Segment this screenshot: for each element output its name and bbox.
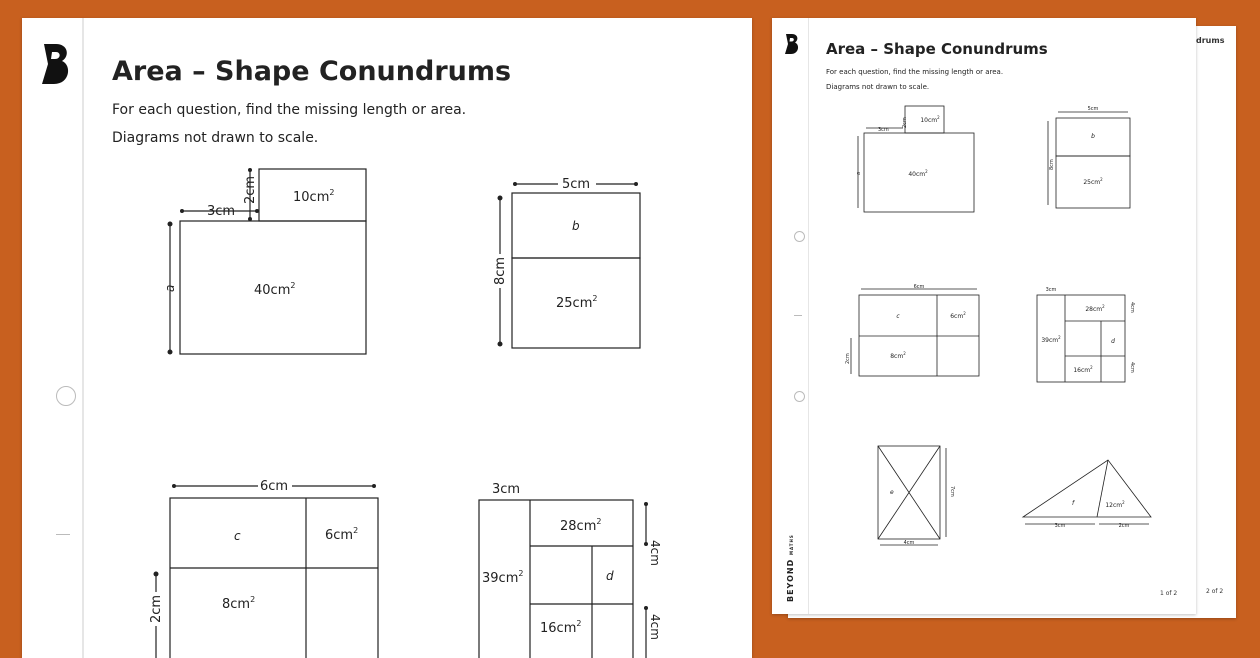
q4-left-area-small: 39cm [1041, 337, 1059, 344]
q2-top-area-small: b [1091, 133, 1095, 140]
q3-width-label: 6cm [260, 479, 289, 494]
svg-text:6cm2: $6cm^2$ [325, 526, 359, 543]
svg-text:12cm2: $12cm^2$ [1105, 500, 1125, 509]
svg-text:40cm2: $40cm^2$ [254, 281, 296, 298]
q3-right-top-area-small: 6cm [950, 313, 964, 320]
q3-left-bottom-area-small: 8cm [890, 353, 904, 360]
q3-right-top-area: 6cm [325, 528, 354, 543]
q2-height-label-small: 8cm [1049, 159, 1055, 170]
svg-text:40cm2: $40cm^2$ [908, 169, 928, 178]
q1-width-label: 3cm [207, 204, 236, 219]
q1-height-label-small: 2cm [902, 117, 908, 128]
q4-cell-label-small: d [1111, 338, 1115, 345]
q1-side-label-small: a [856, 171, 862, 175]
q4-right-top-label-small: 4cm [1129, 302, 1135, 313]
svg-text:6cm2: $6cm^2$ [950, 311, 966, 320]
q6-bottom-left-small: 3cm [1054, 523, 1066, 529]
q3-height-label-small: 2cm [845, 353, 851, 364]
page-1-diagrams [772, 18, 1196, 614]
svg-text:39cm2: $39cm^2$ [1041, 335, 1061, 344]
svg-text:28cm2: $28cm^2$ [1085, 304, 1105, 313]
q2-width-label-small: 5cm [1087, 106, 1099, 112]
page-2-number: 2 of 2 [1206, 588, 1224, 595]
q5-bottom-label-small: 4cm [903, 540, 915, 546]
q2-bottom-area-small: 25cm [1083, 179, 1101, 186]
worksheet-page-zoomed [22, 18, 752, 658]
q4-left-area: 39cm [482, 571, 519, 586]
brand-logo [786, 534, 795, 602]
q2-top-area: b [572, 219, 580, 233]
page-title: Area – Shape Conundrums [112, 56, 512, 87]
q4-top-area: 28cm [560, 519, 597, 534]
q6-right-area-small: 12cm [1105, 502, 1123, 509]
svg-text:39cm2: $39cm^2$ [482, 569, 524, 586]
q3-cell-label: c [234, 529, 241, 543]
q1-side-label: a [163, 284, 177, 292]
q3-height-label: 2cm [149, 594, 164, 623]
q1-main-area-small: 40cm [908, 171, 926, 178]
page-1-number: 1 of 2 [1160, 590, 1178, 597]
svg-text:16cm2: $16cm^2$ [1073, 365, 1093, 374]
brand-name: BEYOND [786, 558, 795, 602]
q1-width-label-small: 3cm [878, 127, 889, 133]
svg-text:25cm2: $25cm^2$ [556, 294, 598, 311]
q1-height-label: 2cm [243, 175, 258, 204]
q1-main-area: 40cm [254, 283, 291, 298]
q6-left-label-small: f [1072, 500, 1075, 507]
svg-text:10cm2: $10cm^2$ [920, 115, 940, 124]
instruction-line-1: For each question, find the missing length or area. [112, 102, 467, 118]
svg-text:10cm2: $10cm^2$ [293, 188, 335, 205]
page-2-title-fragment: drums [1196, 36, 1225, 45]
svg-text:16cm2: $16cm^2$ [540, 619, 582, 636]
q4-top-area-small: 28cm [1085, 306, 1103, 313]
q1-top-area-small: 10cm [920, 117, 938, 124]
question-4-diagram [22, 18, 752, 658]
q4-right-bottom-label: 4cm [648, 614, 662, 640]
q5-side-label-small: 7cm [949, 486, 955, 497]
q6-bottom-right-small: 2cm [1118, 523, 1130, 529]
brand-sub: MATHS [789, 534, 794, 555]
q2-bottom-area: 25cm [556, 296, 593, 311]
q4-bottom-area-small: 16cm [1073, 367, 1091, 374]
q2-width-label: 5cm [562, 177, 591, 192]
instruction-line-2: Diagrams not drawn to scale. [826, 83, 930, 91]
page-title: Area – Shape Conundrums [826, 40, 1048, 58]
q3-cell-label-small: c [896, 313, 900, 320]
svg-text:25cm2: $25cm^2$ [1083, 177, 1103, 186]
q1-top-area: 10cm [293, 190, 330, 205]
q4-width-label-small: 3cm [1045, 287, 1057, 293]
svg-text:8cm2: $8cm^2$ [890, 351, 906, 360]
svg-text:28cm2: $28cm^2$ [560, 517, 602, 534]
q4-cell-label: d [606, 569, 614, 583]
q5-cell-label-small: e [890, 489, 894, 496]
q4-right-top-label: 4cm [648, 540, 662, 566]
q2-height-label: 8cm [493, 256, 508, 285]
svg-text:8cm2: $8cm^2$ [222, 595, 256, 612]
q4-right-bottom-label-small: 4cm [1129, 362, 1135, 373]
q3-left-bottom-area: 8cm [222, 597, 251, 612]
q4-width-label: 3cm [492, 482, 521, 497]
q4-bottom-area: 16cm [540, 621, 577, 636]
worksheet-page-1 [772, 18, 1196, 614]
instruction-line-1: For each question, find the missing length or area. [826, 68, 1004, 76]
instruction-line-2: Diagrams not drawn to scale. [112, 130, 319, 146]
q3-width-label-small: 6cm [913, 284, 925, 290]
